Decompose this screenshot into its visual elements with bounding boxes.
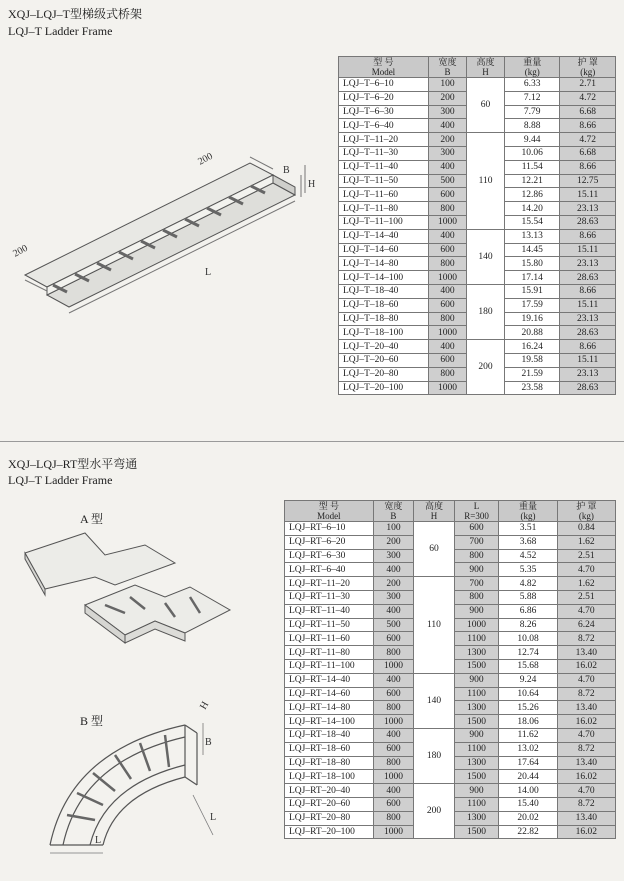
- model-cell: LQJ–RT–18–60: [285, 742, 374, 756]
- weight-cell: 13.13: [505, 229, 560, 243]
- cover-cell: 4.70: [557, 604, 615, 618]
- weight-cell: 8.88: [505, 119, 560, 133]
- col-model: 型 号 Model: [339, 57, 429, 78]
- weight-cell: 19.16: [505, 312, 560, 326]
- cover-cell: 23.13: [560, 312, 616, 326]
- cover-cell: 6.24: [557, 618, 615, 632]
- weight-cell: 20.44: [499, 770, 557, 784]
- col-height: 高度 H: [467, 57, 505, 78]
- weight-cell: 10.64: [499, 687, 557, 701]
- weight-cell: 12.21: [505, 174, 560, 188]
- weight-cell: 8.26: [499, 618, 557, 632]
- model-cell: LQJ–T–18–100: [339, 326, 429, 340]
- cover-cell: 8.66: [560, 284, 616, 298]
- weight-cell: 9.44: [505, 133, 560, 147]
- model-cell: LQJ–T–11–60: [339, 188, 429, 202]
- model-cell: LQJ–RT–20–100: [285, 825, 374, 839]
- model-cell: LQJ–RT–20–60: [285, 797, 374, 811]
- cover-cell: 8.66: [560, 160, 616, 174]
- model-cell: LQJ–T–14–100: [339, 271, 429, 285]
- col-weight: 重量 (kg): [505, 57, 560, 78]
- section-divider: [0, 441, 624, 442]
- weight-cell: 15.26: [499, 701, 557, 715]
- weight-cell: 4.52: [499, 549, 557, 563]
- width-cell: 200: [373, 577, 414, 591]
- weight-cell: 11.62: [499, 728, 557, 742]
- col-weight: 重量 (kg): [499, 501, 557, 522]
- cover-cell: 13.40: [557, 811, 615, 825]
- model-cell: LQJ–RT–18–80: [285, 756, 374, 770]
- cover-cell: 23.13: [560, 367, 616, 381]
- weight-cell: 9.24: [499, 673, 557, 687]
- cover-cell: 28.63: [560, 215, 616, 229]
- cover-cell: 28.63: [560, 326, 616, 340]
- weight-cell: 5.88: [499, 590, 557, 604]
- ladder-frame-table: [338, 56, 616, 395]
- weight-cell: 11.54: [505, 160, 560, 174]
- weight-cell: 14.45: [505, 243, 560, 257]
- weight-cell: 7.12: [505, 91, 560, 105]
- model-cell: LQJ–T–11–30: [339, 146, 429, 160]
- cover-cell: 15.11: [560, 353, 616, 367]
- weight-cell: 15.68: [499, 659, 557, 673]
- width-cell: 800: [428, 312, 466, 326]
- width-cell: 400: [428, 340, 466, 354]
- model-cell: LQJ–RT–11–100: [285, 659, 374, 673]
- width-cell: 100: [373, 522, 414, 536]
- width-cell: 1000: [428, 381, 466, 395]
- height-cell: 200: [467, 340, 505, 395]
- width-cell: 1000: [373, 715, 414, 729]
- model-cell: LQJ–RT–14–80: [285, 701, 374, 715]
- model-cell: LQJ–RT–20–80: [285, 811, 374, 825]
- cover-cell: 1.62: [557, 535, 615, 549]
- model-cell: LQJ–T–11–40: [339, 160, 429, 174]
- cover-cell: 15.11: [560, 188, 616, 202]
- weight-cell: 15.80: [505, 257, 560, 271]
- elbow-type-b-drawing: [15, 695, 245, 865]
- cover-cell: 8.72: [557, 742, 615, 756]
- weight-cell: 3.51: [499, 522, 557, 536]
- length-cell: 1500: [454, 659, 499, 673]
- length-cell: 1100: [454, 632, 499, 646]
- length-cell: 800: [454, 549, 499, 563]
- model-cell: LQJ–T–18–60: [339, 298, 429, 312]
- length-cell: 1300: [454, 811, 499, 825]
- weight-cell: 19.58: [505, 353, 560, 367]
- table-row: [285, 577, 616, 591]
- weight-cell: 6.33: [505, 78, 560, 92]
- length-cell: 1000: [454, 618, 499, 632]
- section2-title-cn: XQJ–LQJ–RT型水平弯通: [8, 457, 138, 471]
- weight-cell: 3.68: [499, 535, 557, 549]
- weight-cell: 12.86: [505, 188, 560, 202]
- model-cell: LQJ–T–11–80: [339, 202, 429, 216]
- model-cell: LQJ–RT–11–30: [285, 590, 374, 604]
- length-cell: 1300: [454, 701, 499, 715]
- table-row: [285, 728, 616, 742]
- table-row: [285, 784, 616, 798]
- cover-cell: 4.70: [557, 563, 615, 577]
- model-cell: LQJ–RT–18–40: [285, 728, 374, 742]
- length-cell: 1100: [454, 797, 499, 811]
- length-cell: 700: [454, 535, 499, 549]
- width-cell: 800: [428, 202, 466, 216]
- dim-b-h: H: [198, 699, 212, 712]
- cover-cell: 1.62: [557, 577, 615, 591]
- width-cell: 800: [373, 756, 414, 770]
- cover-cell: 15.11: [560, 298, 616, 312]
- width-cell: 600: [428, 353, 466, 367]
- cover-cell: 15.11: [560, 243, 616, 257]
- weight-cell: 5.35: [499, 563, 557, 577]
- weight-cell: 14.20: [505, 202, 560, 216]
- height-cell: 110: [414, 577, 455, 674]
- width-cell: 800: [373, 646, 414, 660]
- cover-cell: 4.72: [560, 133, 616, 147]
- weight-cell: 17.14: [505, 271, 560, 285]
- dim-b: B: [283, 165, 290, 176]
- length-cell: 1500: [454, 770, 499, 784]
- length-cell: 900: [454, 728, 499, 742]
- cover-cell: 4.72: [560, 91, 616, 105]
- cover-cell: 2.51: [557, 590, 615, 604]
- model-cell: LQJ–RT–6–40: [285, 563, 374, 577]
- width-cell: 400: [373, 728, 414, 742]
- cover-cell: 2.71: [560, 78, 616, 92]
- weight-cell: 7.79: [505, 105, 560, 119]
- width-cell: 600: [428, 243, 466, 257]
- model-cell: LQJ–T–18–40: [339, 284, 429, 298]
- section1-title-cn: XQJ–LQJ–T型梯级式桥架: [8, 7, 142, 21]
- length-cell: 900: [454, 563, 499, 577]
- width-cell: 300: [428, 146, 466, 160]
- model-cell: LQJ–T–11–20: [339, 133, 429, 147]
- width-cell: 300: [373, 590, 414, 604]
- width-cell: 400: [373, 673, 414, 687]
- cover-cell: 8.72: [557, 632, 615, 646]
- table-row: [285, 673, 616, 687]
- horizontal-bend-table: [284, 500, 616, 839]
- table-row: [339, 229, 616, 243]
- type-a-label: A 型: [80, 512, 104, 526]
- width-cell: 200: [428, 91, 466, 105]
- cover-cell: 16.02: [557, 825, 615, 839]
- height-cell: 180: [467, 284, 505, 339]
- width-cell: 1000: [428, 326, 466, 340]
- model-cell: LQJ–RT–11–60: [285, 632, 374, 646]
- weight-cell: 15.54: [505, 215, 560, 229]
- width-cell: 600: [428, 298, 466, 312]
- weight-cell: 14.00: [499, 784, 557, 798]
- width-cell: 500: [373, 618, 414, 632]
- weight-cell: 21.59: [505, 367, 560, 381]
- weight-cell: 23.58: [505, 381, 560, 395]
- col-width: 宽度 B: [373, 501, 414, 522]
- col-cover: 护 罩 (kg): [557, 501, 615, 522]
- length-cell: 900: [454, 604, 499, 618]
- width-cell: 100: [428, 78, 466, 92]
- model-cell: LQJ–RT–6–30: [285, 549, 374, 563]
- weight-cell: 16.24: [505, 340, 560, 354]
- model-cell: LQJ–T–20–60: [339, 353, 429, 367]
- width-cell: 600: [373, 632, 414, 646]
- width-cell: 600: [428, 188, 466, 202]
- length-cell: 1500: [454, 825, 499, 839]
- table-row: [285, 522, 616, 536]
- height-cell: 140: [414, 673, 455, 728]
- table-row: [339, 78, 616, 92]
- width-cell: 800: [428, 367, 466, 381]
- cover-cell: 28.63: [560, 271, 616, 285]
- model-cell: LQJ–T–14–80: [339, 257, 429, 271]
- width-cell: 1000: [373, 659, 414, 673]
- width-cell: 400: [428, 284, 466, 298]
- model-cell: LQJ–RT–11–20: [285, 577, 374, 591]
- model-cell: LQJ–T–14–40: [339, 229, 429, 243]
- weight-cell: 20.02: [499, 811, 557, 825]
- width-cell: 600: [373, 687, 414, 701]
- cover-cell: 8.66: [560, 340, 616, 354]
- model-cell: LQJ–RT–14–40: [285, 673, 374, 687]
- cover-cell: 8.72: [557, 797, 615, 811]
- type-b-label: B 型: [80, 714, 104, 728]
- length-cell: 1500: [454, 715, 499, 729]
- width-cell: 200: [373, 535, 414, 549]
- cover-cell: 16.02: [557, 715, 615, 729]
- length-cell: 600: [454, 522, 499, 536]
- dim-h: H: [308, 179, 316, 190]
- cover-cell: 13.40: [557, 701, 615, 715]
- col-model: 型 号 Model: [285, 501, 374, 522]
- model-cell: LQJ–RT–11–80: [285, 646, 374, 660]
- width-cell: 300: [373, 549, 414, 563]
- length-cell: 1100: [454, 742, 499, 756]
- weight-cell: 4.82: [499, 577, 557, 591]
- cover-cell: 8.72: [557, 687, 615, 701]
- cover-cell: 4.70: [557, 784, 615, 798]
- cover-cell: 16.02: [557, 659, 615, 673]
- width-cell: 800: [373, 811, 414, 825]
- width-cell: 800: [428, 257, 466, 271]
- model-cell: LQJ–RT–6–10: [285, 522, 374, 536]
- cover-cell: 0.84: [557, 522, 615, 536]
- width-cell: 400: [428, 229, 466, 243]
- weight-cell: 20.88: [505, 326, 560, 340]
- table-row: [339, 340, 616, 354]
- width-cell: 400: [373, 604, 414, 618]
- width-cell: 1000: [373, 825, 414, 839]
- height-cell: 60: [467, 78, 505, 133]
- height-cell: 110: [467, 133, 505, 230]
- width-cell: 300: [428, 105, 466, 119]
- model-cell: LQJ–RT–6–20: [285, 535, 374, 549]
- width-cell: 400: [373, 784, 414, 798]
- height-cell: 140: [467, 229, 505, 284]
- cover-cell: 13.40: [557, 646, 615, 660]
- col-length: L R=300: [454, 501, 499, 522]
- model-cell: LQJ–T–6–40: [339, 119, 429, 133]
- width-cell: 600: [373, 797, 414, 811]
- width-cell: 600: [373, 742, 414, 756]
- col-height: 高度 H: [414, 501, 455, 522]
- height-cell: 200: [414, 784, 455, 839]
- weight-cell: 6.86: [499, 604, 557, 618]
- width-cell: 800: [373, 701, 414, 715]
- length-cell: 900: [454, 784, 499, 798]
- length-cell: 700: [454, 577, 499, 591]
- dim-200-left: 200: [11, 242, 30, 260]
- cover-cell: 13.40: [557, 756, 615, 770]
- length-cell: 1300: [454, 756, 499, 770]
- elbow-type-a-drawing: [15, 525, 255, 675]
- cover-cell: 8.66: [560, 229, 616, 243]
- width-cell: 400: [428, 119, 466, 133]
- height-cell: 60: [414, 522, 455, 577]
- model-cell: LQJ–T–11–50: [339, 174, 429, 188]
- width-cell: 1000: [428, 271, 466, 285]
- weight-cell: 12.74: [499, 646, 557, 660]
- weight-cell: 17.64: [499, 756, 557, 770]
- cover-cell: 6.68: [560, 146, 616, 160]
- length-cell: 900: [454, 673, 499, 687]
- width-cell: 400: [373, 563, 414, 577]
- col-width: 宽度 B: [428, 57, 466, 78]
- model-cell: LQJ–RT–11–50: [285, 618, 374, 632]
- section1-title-en: LQJ–T Ladder Frame: [8, 24, 113, 38]
- model-cell: LQJ–T–18–80: [339, 312, 429, 326]
- cover-cell: 28.63: [560, 381, 616, 395]
- dim-b-l-bottom: L: [95, 835, 102, 846]
- weight-cell: 15.40: [499, 797, 557, 811]
- model-cell: LQJ–RT–11–40: [285, 604, 374, 618]
- cover-cell: 2.51: [557, 549, 615, 563]
- ladder-frame-drawing: [5, 135, 325, 325]
- table-row: [339, 133, 616, 147]
- cover-cell: 4.70: [557, 673, 615, 687]
- model-cell: LQJ–RT–14–60: [285, 687, 374, 701]
- dim-b-l-right: L: [210, 812, 217, 823]
- cover-cell: 16.02: [557, 770, 615, 784]
- model-cell: LQJ–T–6–20: [339, 91, 429, 105]
- width-cell: 200: [428, 133, 466, 147]
- model-cell: LQJ–T–14–60: [339, 243, 429, 257]
- model-cell: LQJ–RT–14–100: [285, 715, 374, 729]
- weight-cell: 13.02: [499, 742, 557, 756]
- dim-200-top: 200: [196, 150, 215, 168]
- length-cell: 1300: [454, 646, 499, 660]
- cover-cell: 4.70: [557, 728, 615, 742]
- cover-cell: 23.13: [560, 257, 616, 271]
- cover-cell: 23.13: [560, 202, 616, 216]
- col-cover: 护 罩 (kg): [560, 57, 616, 78]
- weight-cell: 17.59: [505, 298, 560, 312]
- model-cell: LQJ–T–6–30: [339, 105, 429, 119]
- width-cell: 400: [428, 160, 466, 174]
- model-cell: LQJ–T–20–40: [339, 340, 429, 354]
- model-cell: LQJ–T–20–80: [339, 367, 429, 381]
- width-cell: 500: [428, 174, 466, 188]
- table-row: [339, 284, 616, 298]
- cover-cell: 6.68: [560, 105, 616, 119]
- dim-b-b: B: [205, 737, 212, 748]
- model-cell: LQJ–T–6–10: [339, 78, 429, 92]
- length-cell: 1100: [454, 687, 499, 701]
- weight-cell: 18.06: [499, 715, 557, 729]
- width-cell: 1000: [373, 770, 414, 784]
- dim-l: L: [205, 267, 212, 278]
- model-cell: LQJ–T–11–100: [339, 215, 429, 229]
- weight-cell: 10.06: [505, 146, 560, 160]
- model-cell: LQJ–T–20–100: [339, 381, 429, 395]
- section2-title-en: LQJ–T Ladder Frame: [8, 473, 113, 487]
- cover-cell: 12.75: [560, 174, 616, 188]
- weight-cell: 10.08: [499, 632, 557, 646]
- height-cell: 180: [414, 728, 455, 783]
- weight-cell: 22.82: [499, 825, 557, 839]
- model-cell: LQJ–RT–18–100: [285, 770, 374, 784]
- width-cell: 1000: [428, 215, 466, 229]
- model-cell: LQJ–RT–20–40: [285, 784, 374, 798]
- weight-cell: 15.91: [505, 284, 560, 298]
- cover-cell: 8.66: [560, 119, 616, 133]
- length-cell: 800: [454, 590, 499, 604]
